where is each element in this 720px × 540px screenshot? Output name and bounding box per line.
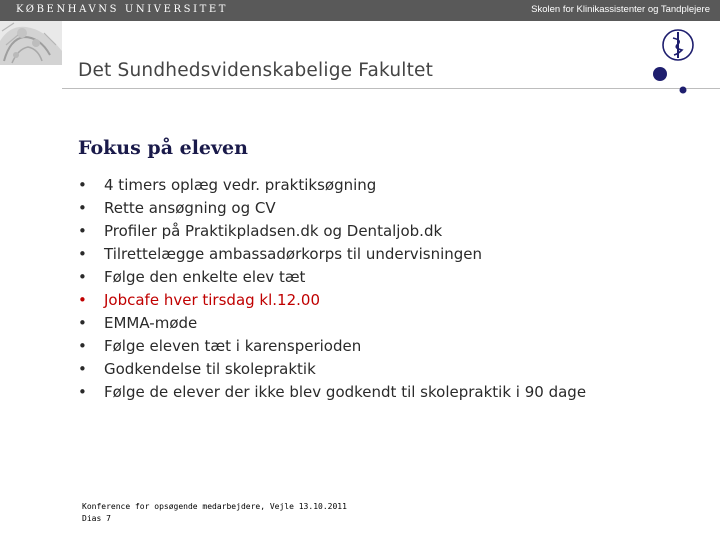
footer-slide-number: Dias 7 (82, 514, 111, 523)
bullet-icon: • (78, 314, 87, 332)
bullet-icon: • (78, 222, 87, 240)
bullet-item (78, 266, 638, 289)
bullet-text: Jobcafe hver tirsdag kl.12.00 (104, 291, 320, 309)
bullet-icon: • (78, 199, 87, 217)
bullet-item (78, 197, 638, 220)
header-divider (62, 88, 720, 89)
bullet-item (78, 220, 638, 243)
bullet-item (78, 381, 638, 404)
bullet-icon: • (78, 176, 87, 194)
bullet-text: Profiler på Praktikpladsen.dk og Dentaljob.dk (104, 222, 443, 240)
bullet-text: Følge de elever der ikke blev godkendt til skolepraktik i 90 dage (104, 383, 587, 401)
slide-title: Fokus på eleven (78, 137, 248, 159)
bullet-text: Tilrettelægge ambassadørkorps til undervisningen (104, 245, 483, 263)
bullet-text: Følge den enkelte elev tæt (104, 268, 306, 286)
bullet-icon: • (78, 245, 87, 263)
bullet-text: Rette ansøgning og CV (104, 199, 276, 217)
university-name: KØBENHAVNS UNIVERSITET (16, 4, 229, 15)
bullet-icon: • (78, 360, 87, 378)
bullet-icon: • (78, 337, 87, 355)
aesculapius-staff-emblem-icon (648, 26, 698, 98)
bullet-item (78, 312, 638, 335)
bullet-text: Følge eleven tæt i karensperioden (104, 337, 362, 355)
bullet-text: Godkendelse til skolepraktik (104, 360, 316, 378)
school-name: Skolen for Klinikassistenter og Tandplejere (531, 4, 710, 15)
bullet-icon: • (78, 268, 87, 286)
footer-conference: Konference for opsøgende medarbejdere, Vejle 13.10.2011 (82, 502, 347, 511)
bullet-list (78, 174, 638, 404)
carved-seal-relief (0, 21, 62, 65)
bullet-text: EMMA-møde (104, 314, 198, 332)
bullet-item (78, 358, 638, 381)
faculty-name: Det Sundhedsvidenskabelige Fakultet (78, 60, 434, 81)
bullet-text: 4 timers oplæg vedr. praktiksøgning (104, 176, 377, 194)
top-bar (0, 0, 720, 21)
bullet-item (78, 174, 638, 197)
bullet-icon: • (78, 291, 87, 309)
bullet-item-highlighted (78, 289, 638, 312)
slide-footer (82, 501, 347, 525)
bullet-item (78, 335, 638, 358)
bullet-item (78, 243, 638, 266)
bullet-icon: • (78, 383, 87, 401)
